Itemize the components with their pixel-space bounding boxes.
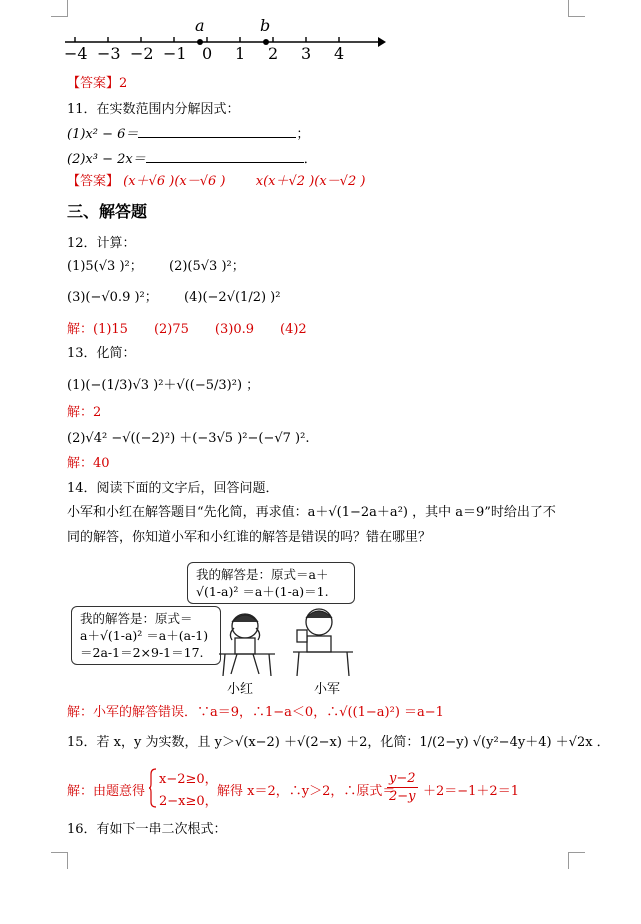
q11-stem: 11．在实数范围内分解因式： <box>67 102 240 117</box>
number-line-tick-label: 1 <box>235 44 246 63</box>
number-line-tick-label: −2 <box>130 44 154 63</box>
q12-item2: (2)(5√3 )²； <box>169 259 245 274</box>
q13-stem: 13．化简： <box>67 346 136 361</box>
q13-part1: (1)(−(1/3)√3 )²＋√((−5/3)²) ； <box>67 378 260 393</box>
number-line <box>60 18 390 68</box>
q13-part2: (2)√4² −√((−2)²) ＋(−3√5 )²−(−√7 )². <box>67 431 310 446</box>
q14-illustration <box>67 560 367 700</box>
q11-answer-1: (x＋√6 )(x－√6 ) <box>123 174 226 189</box>
crop-mark-bottom-left <box>51 852 68 869</box>
answer-blank <box>146 150 304 163</box>
point-b-label: b <box>260 16 271 35</box>
number-line-tick-label: 4 <box>334 44 345 63</box>
q14-solution: 解：小军的解答错误．∵a＝9，∴1−a＜0，∴√((1−a)²) ＝a−1 <box>67 705 444 720</box>
q15-stem: 15．若 x，y 为实数，且 y＞√(x−2) ＋√(2−x) ＋2，化简：1/(2−y) √(y²−4y＋4) ＋√2x ． <box>67 735 610 750</box>
crop-mark-bottom-right <box>568 852 585 869</box>
q16-stem: 16．有如下一串二次根式： <box>67 822 227 837</box>
q15-sol-prefix: 解：由题意得 <box>67 784 146 799</box>
q10-answer <box>67 76 127 92</box>
q13-solution-2: 解：40 <box>67 456 110 471</box>
brace-icon <box>149 768 157 808</box>
q12-item3: (3)(−√0.9 )²； <box>67 290 158 305</box>
answer-tag: 【答案】 <box>67 174 120 189</box>
point-a-label: a <box>195 16 205 35</box>
q12-stem: 12．计算： <box>67 236 136 251</box>
answer-tag: 【答案】 <box>67 76 120 91</box>
xiaojun-figure-icon <box>293 609 353 676</box>
q12-row1 <box>67 259 245 275</box>
q15-frac-num: y−2 <box>389 771 416 786</box>
q15-frac-den: 2−y <box>389 789 416 804</box>
number-line-tick-label: −3 <box>97 44 121 63</box>
q14-paragraph-1: 小军和小红在解答题目“先化简，再求值：a＋√(1−2a＋a²) ，其中 a＝9”时给出了不 <box>67 505 556 520</box>
q12-row2 <box>67 290 280 306</box>
speech-bubble-xiaojun: 我的解答是：原式＝a＋ √(1-a)² ＝a＋(1-a)＝1. <box>187 562 355 604</box>
q15-sol-end: ＋2＝−1＋2＝1 <box>423 784 519 799</box>
section-title: 三、解答题 <box>67 202 148 221</box>
number-line-tick-label: 0 <box>202 44 213 63</box>
q15-fraction <box>387 770 418 805</box>
answer-blank <box>138 125 296 138</box>
number-line-tick-label: 2 <box>268 44 279 63</box>
q11-part1-prefix: (1)x² − 6＝ <box>67 127 139 142</box>
q11-part2-end: ． <box>303 152 317 167</box>
q15-condition-2: 2−x≥0， <box>159 794 218 809</box>
q13-solution-1: 解：2 <box>67 405 102 420</box>
q11-part1 <box>67 125 309 143</box>
answer-value: 2 <box>119 76 128 91</box>
q15-sol-rest: 解得 x＝2，∴y＞2，∴原式＝ <box>217 784 396 799</box>
crop-mark-top-left <box>51 0 68 17</box>
number-line-tick-label: −1 <box>163 44 187 63</box>
q11-answer-2: x(x＋√2 )(x－√2 ) <box>255 174 366 189</box>
q15-condition-1: x−2≥0， <box>159 772 218 787</box>
label-xiaojun: 小军 <box>314 682 341 697</box>
speech-bubble-xiaohong: 我的解答是：原式＝ a＋√(1-a)² ＝a＋(a-1) ＝2a-1＝2×9-1＝17. <box>71 606 221 665</box>
q11-part2 <box>67 150 317 168</box>
q12-item1: (1)5(√3 )²； <box>67 259 143 274</box>
q11-part1-end: ； <box>296 127 310 142</box>
q12-item4: (4)(−2√(1/2) )² <box>184 290 281 305</box>
q11-part2-prefix: (2)x³ − 2x＝ <box>67 152 146 167</box>
q11-answer <box>67 174 365 190</box>
xiaohong-figure-icon <box>219 614 275 676</box>
q12-solution: 解：(1)15 (2)75 (3)0.9 (4)2 <box>67 322 307 337</box>
students-drawing <box>207 600 367 680</box>
number-line-tick-label: −4 <box>64 44 88 63</box>
crop-mark-top-right <box>568 0 585 17</box>
q14-paragraph-2: 同的解答，你知道小军和小红谁的解答是错误的吗？错在哪里？ <box>67 530 432 545</box>
number-line-tick-label: 3 <box>301 44 312 63</box>
label-xiaohong: 小红 <box>227 682 254 697</box>
q14-stem: 14．阅读下面的文字后，回答问题． <box>67 481 279 496</box>
